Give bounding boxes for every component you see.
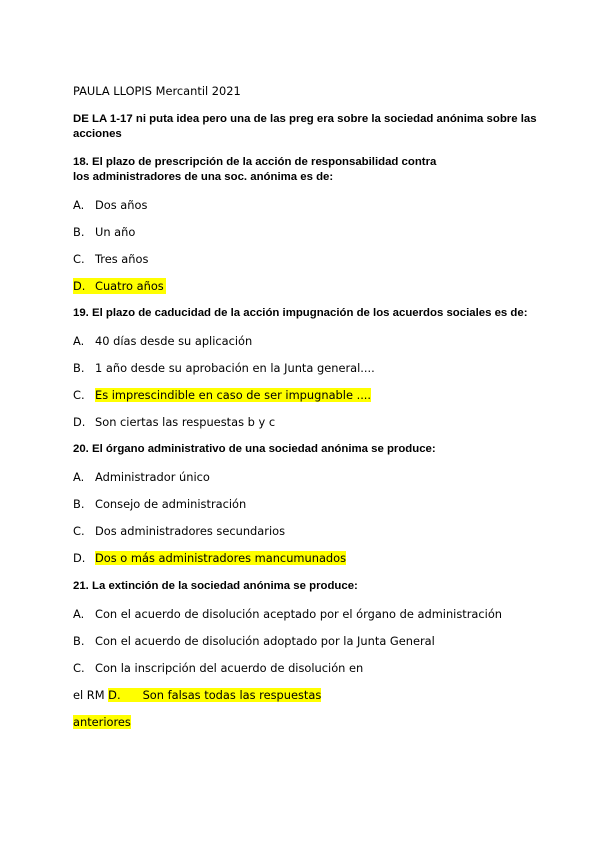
- q21-option-c-continuation: [73, 688, 321, 702]
- option-text: Administrador único: [95, 470, 210, 484]
- option-text: 1 año desde su aprobación en la Junta general....: [95, 361, 375, 375]
- option-text: Cuatro años: [95, 279, 164, 293]
- option-letter: B.: [73, 634, 85, 648]
- option-text: Dos administradores secundarios: [95, 524, 286, 538]
- option-text: Es imprescindible en caso de ser impugnable ....: [95, 388, 372, 402]
- q20-option-b: [73, 497, 246, 511]
- option-letter: C.: [73, 388, 85, 402]
- q21-option-d-highlighted: [108, 688, 321, 702]
- q18-option-b: [73, 225, 135, 239]
- option-text: Un año: [95, 225, 136, 239]
- continuation-text: el RM: [73, 688, 105, 702]
- q20-option-c: [73, 524, 285, 538]
- option-letter: B.: [73, 225, 85, 239]
- question-19: 19. El plazo de caducidad de la acción impugnación de los acuerdos sociales es de:: [73, 307, 528, 319]
- option-letter: D.: [108, 688, 121, 702]
- q20-option-d-highlighted: [73, 551, 346, 565]
- question-20: 20. El órgano administrativo de una sociedad anónima se produce:: [73, 443, 436, 455]
- q19-option-c-highlighted: [73, 388, 371, 402]
- option-text: Dos o más administradores mancumunados: [95, 551, 347, 565]
- question-21: 21. La extinción de la sociedad anónima se produce:: [73, 580, 358, 592]
- q19-option-d: [73, 415, 275, 429]
- q19-option-a: [73, 334, 252, 348]
- q21-option-b: [73, 634, 435, 648]
- q18-option-d-highlighted: [73, 279, 166, 293]
- option-text: Dos años: [95, 198, 148, 212]
- q20-option-a: [73, 470, 210, 484]
- q18-option-c: [73, 252, 148, 266]
- option-text: Con la inscripción del acuerdo de disolución en: [95, 661, 364, 675]
- option-text: 40 días desde su aplicación: [95, 334, 253, 348]
- option-letter: D.: [73, 279, 86, 293]
- question-18-line-1: 18. El plazo de prescripción de la acción de responsabilidad contra: [73, 156, 437, 168]
- question-18-line-2: los administradores de una soc. anónima es de:: [73, 171, 334, 183]
- option-letter: B.: [73, 497, 85, 511]
- option-text: Consejo de administración: [95, 497, 247, 511]
- q21-option-d-continuation: [73, 715, 131, 729]
- option-letter: C.: [73, 524, 85, 538]
- option-letter: C.: [73, 661, 85, 675]
- intro-line-2: acciones: [73, 128, 122, 140]
- option-text: Con el acuerdo de disolución aceptado por el órgano de administración: [95, 607, 503, 621]
- option-letter: A.: [73, 198, 85, 212]
- intro-line-1: DE LA 1-17 ni puta idea pero una de las preg era sobre la sociedad anónima sobre las: [73, 113, 537, 125]
- option-letter: D.: [73, 415, 86, 429]
- q19-option-b: [73, 361, 375, 375]
- q21-option-c: [73, 661, 363, 675]
- option-letter: A.: [73, 470, 85, 484]
- q21-option-a: [73, 607, 502, 621]
- option-letter: B.: [73, 361, 85, 375]
- option-letter: C.: [73, 252, 85, 266]
- option-text: Son ciertas las respuestas b y c: [95, 415, 276, 429]
- option-text: Tres años: [95, 252, 149, 266]
- option-text: Son falsas todas las respuestas: [142, 688, 322, 702]
- option-letter: D.: [73, 551, 86, 565]
- continuation-text: anteriores: [73, 715, 131, 729]
- option-letter: A.: [73, 334, 85, 348]
- option-letter: A.: [73, 607, 85, 621]
- option-text: Con el acuerdo de disolución adoptado por la Junta General: [95, 634, 435, 648]
- q18-option-a: [73, 198, 147, 212]
- document-header: PAULA LLOPIS Mercantil 2021: [73, 84, 241, 98]
